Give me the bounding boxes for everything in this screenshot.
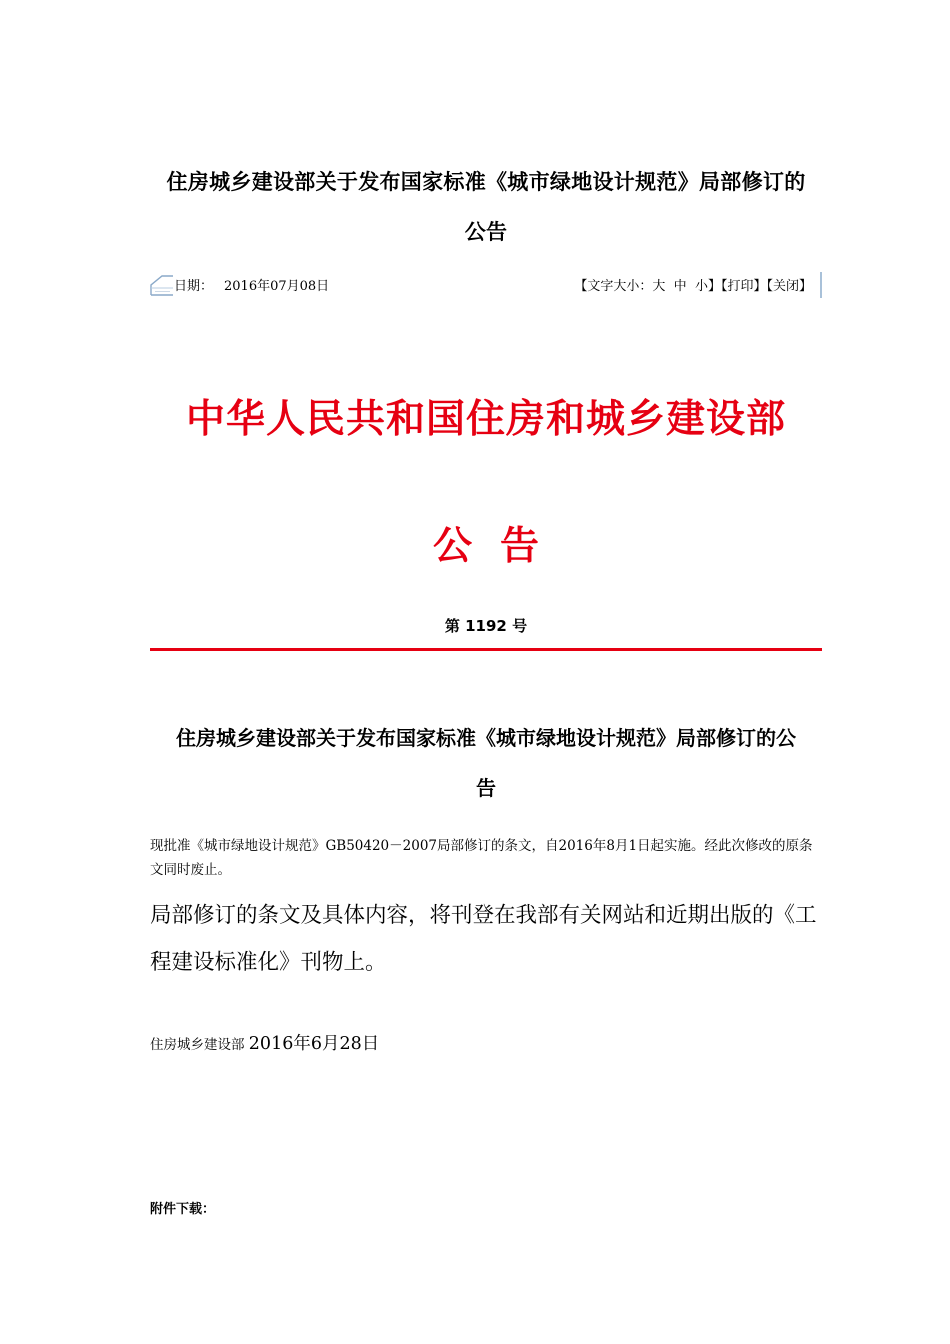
print-link[interactable]: 【打印】 <box>720 279 767 294</box>
font-size-large-link[interactable]: 大 <box>652 279 666 294</box>
page-title: 住房城乡建设部关于发布国家标准《城市绿地设计规范》局部修订的 <box>166 170 806 194</box>
font-size-medium-link[interactable]: 中 <box>673 279 687 294</box>
meta-row <box>150 270 822 298</box>
red-divider <box>150 648 822 651</box>
page-toolbar <box>574 275 812 294</box>
notice-heading: 公告 <box>432 524 567 569</box>
document-number: 第 1192 号 <box>444 617 528 635</box>
toolbar-divider <box>820 272 822 298</box>
date-value: 2016年07月08日 <box>224 279 330 294</box>
close-link[interactable]: 【关闭】 <box>766 279 812 294</box>
font-size-label: 【文字大小： <box>574 279 653 294</box>
body-title: 住房城乡建设部关于发布国家标准《城市绿地设计规范》局部修订的公 <box>176 726 796 750</box>
publication-paragraph: 局部修订的条文及具体内容，将刊登在我部有关网站和近期出版的《工程建设标准化》刊物上。 <box>150 903 817 975</box>
agency-masthead: 中华人民共和国住房和城乡建设部 <box>185 397 786 442</box>
body-title-continued: 告 <box>476 776 496 800</box>
signature <box>150 1030 379 1055</box>
document-edit-icon <box>150 272 174 296</box>
font-size-bracket: 】 <box>707 279 721 294</box>
announcement-paragraph: 现批准《城市绿地设计规范》GB50420－2007局部修订的条文，自2016年8月1日起实施。经此次修改的原条文同时废止。 <box>150 838 813 878</box>
date-label: 日期： <box>174 279 214 294</box>
attachments-label: 附件下载： <box>150 1202 216 1217</box>
page-title-continued: 公告 <box>464 220 508 244</box>
signature-date: 2016年6月28日 <box>248 1034 380 1054</box>
signature-org: 住房城乡建设部 <box>150 1037 245 1053</box>
font-size-small-link[interactable]: 小 <box>694 279 708 294</box>
